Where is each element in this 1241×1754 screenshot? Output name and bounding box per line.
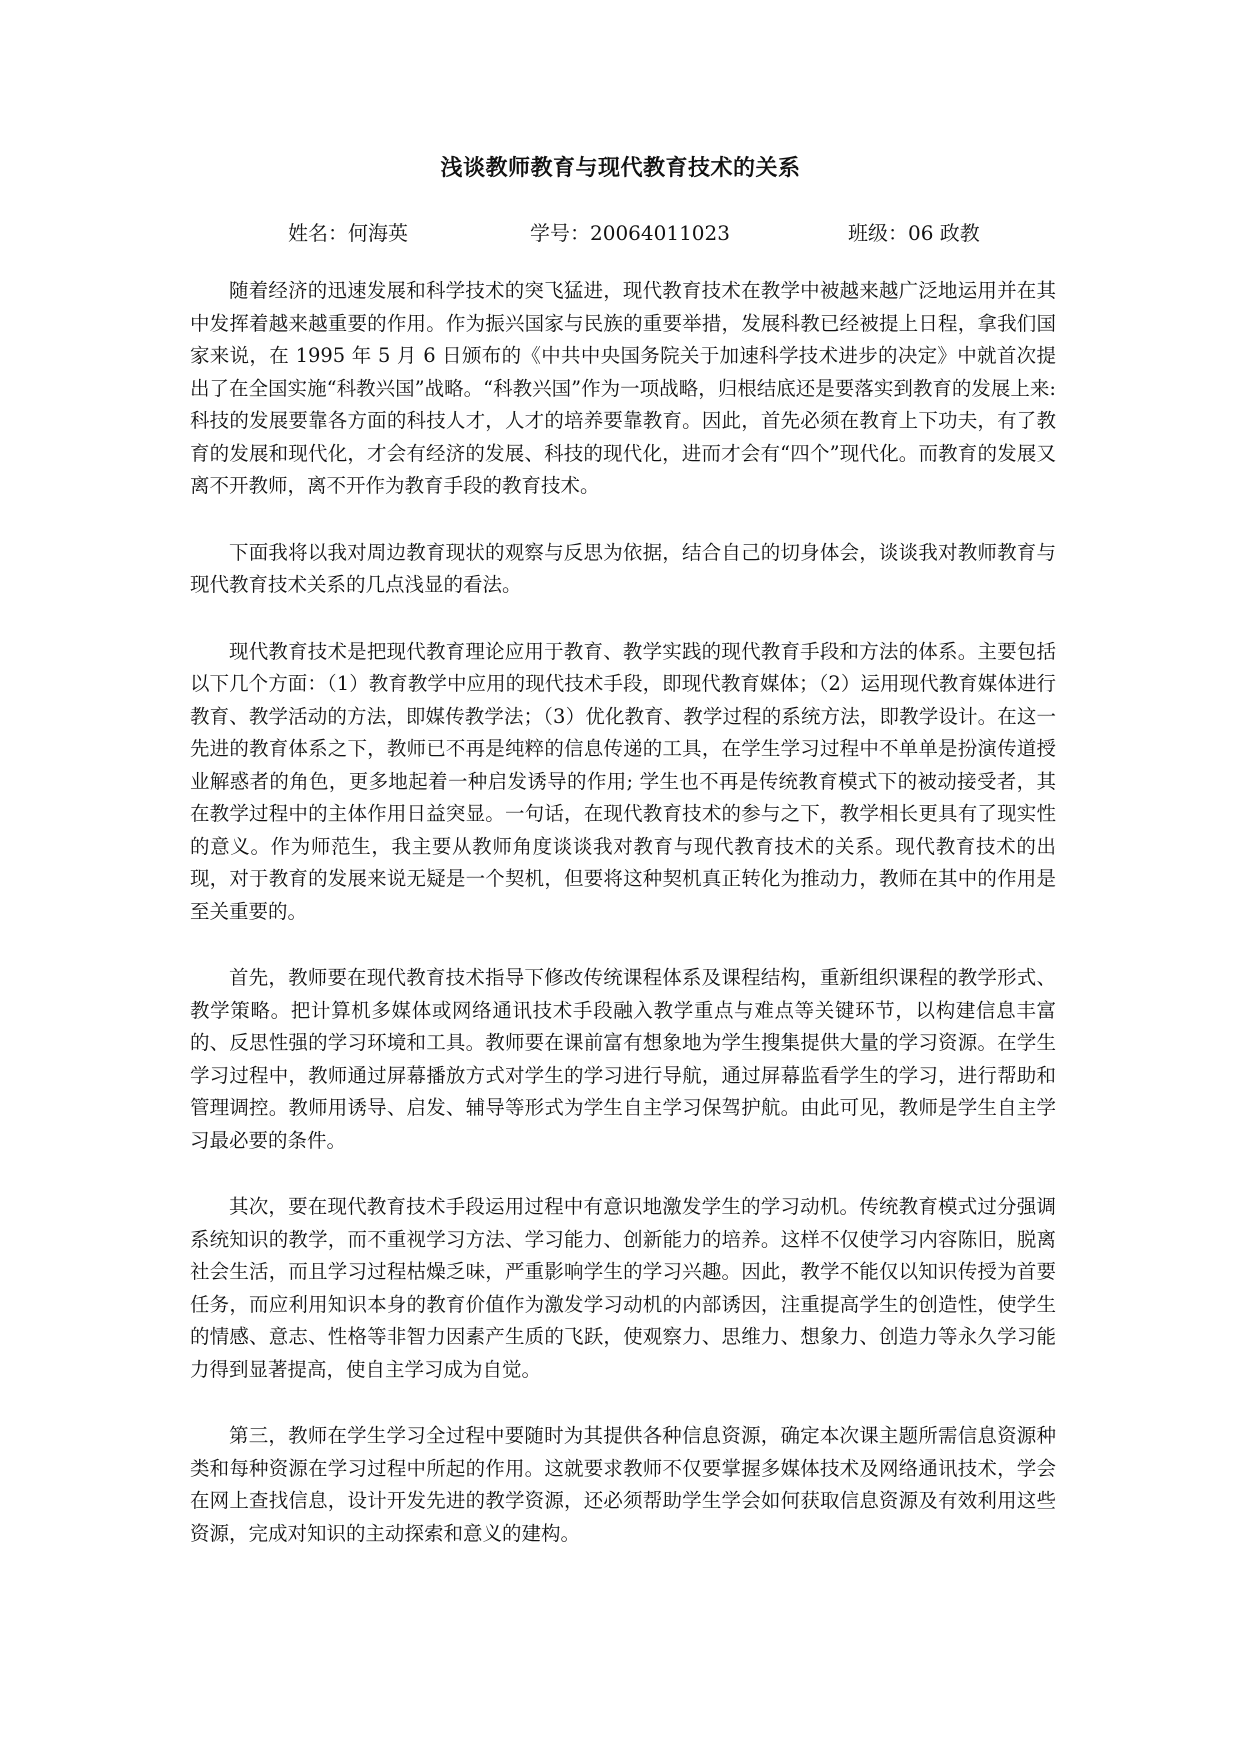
class-name: 班级：06 政教 [848, 221, 980, 245]
paragraph-definition: 现代教育技术是把现代教育理论应用于教育、教学实践的现代教育手段和方法的体系。主要包括以下几个方面：（1）教育教学中应用的现代技术手段，即现代教育媒体；（2）运用现代教育媒体进行教育、教学活动的方法，即媒传教学法；（3）优化教育、教学过程的系统方法，即教学设计。在这一先进的教育体系之下，教师已不再是纯粹的信息传递的工具，在学生学习过程中不单单是扮演传道授业解惑者的角色，更多地起着一种启发诱导的作用; 学生也不再是传统教育模式下的被动接受者，其在教学过程中的主体作用日益突显。一句话，在现代教育技术的参与之下，教学相长更具有了现实性的意义。作为师范生，我主要从教师角度谈谈我对教育与现代教育技术的关系。现代教育技术的出现，对于教育的发展来说无疑是一个契机，但要将这种契机真正转化为推动力，教师在其中的作用是至关重要的。 [190, 639, 1056, 923]
paragraph-first-point: 首先，教师要在现代教育技术指导下修改传统课程体系及课程结构，重新组织课程的教学形式、教学策略。把计算机多媒体或网络通讯技术手段融入教学重点与难点等关键环节，以构建信息丰富的、反思性强的学习环境和工具。教师要在课前富有想象地为学生搜集提供大量的学习资源。在学生学习过程中，教师通过屏幕播放方式对学生的学习进行导航，通过屏幕监看学生的学习，进行帮助和管理调控。教师用诱导、启发、辅导等形式为学生自主学习保驾护航。由此可见，教师是学生自主学习最必要的条件。 [190, 966, 1056, 1152]
document-title: 浅谈教师教育与现代教育技术的关系 [440, 155, 801, 181]
paragraph-second-point: 其次，要在现代教育技术手段运用过程中有意识地激发学生的学习动机。传统教育模式过分强调系统知识的教学，而不重视学习方法、学习能力、创新能力的培养。这样不仅使学习内容陈旧，脱离社会生活，而且学习过程枯燥乏味，严重影响学生的学习兴趣。因此，教学不能仅以知识传授为首要任务，而应利用知识本身的教育价值作为激发学习动机的内部诱因，注重提高学生的创造性，使学生的情感、意志、性格等非智力因素产生质的飞跃，使观察力、思维力、想象力、创造力等永久学习能力得到显著提高，使自主学习成为自觉。 [190, 1195, 1056, 1381]
paragraph-third-point: 第三，教师在学生学习全过程中要随时为其提供各种信息资源，确定本次课主题所需信息资源种类和每种资源在学习过程中所起的作用。这就要求教师不仅要掌握多媒体技术及网络通讯技术，学会在网上查找信息，设计开发先进的教学资源，还必须帮助学生学会如何获取信息资源及有效利用这些资源，完成对知识的主动探索和意义的建构。 [190, 1424, 1056, 1545]
author-name: 姓名：何海英 [288, 221, 408, 245]
document-body [190, 275, 1056, 1584]
paragraph-overview: 下面我将以我对周边教育现状的观察与反思为依据，结合自己的切身体会，谈谈我对教师教育与现代教育技术关系的几点浅显的看法。 [190, 540, 1056, 596]
student-id: 学号：20064011023 [530, 221, 730, 245]
paragraph-intro: 随着经济的迅速发展和科学技术的突飞猛进，现代教育技术在教学中被越来越广泛地运用并在其中发挥着越来越重要的作用。作为振兴国家与民族的重要举措，发展科教已经被提上日程，拿我们国家来说，在 1995 年 5 月 6 日颁布的《中共中央国务院关于加速科学技术进步的决定》中就首次提出了在全国实施“科教兴国”战略。“科教兴国”作为一项战略，归根结底还是要落实到教育的发展上来: 科技的发展要靠各方面的科技人才，人才的培养要靠教育。因此，首先必须在教育上下功夫，有了教育的发展和现代化，才会有经济的发展、科技的现代化，进而才会有“四个”现代化。而教育的发展又离不开教师，离不开作为教育手段的教育技术。 [190, 279, 1056, 497]
